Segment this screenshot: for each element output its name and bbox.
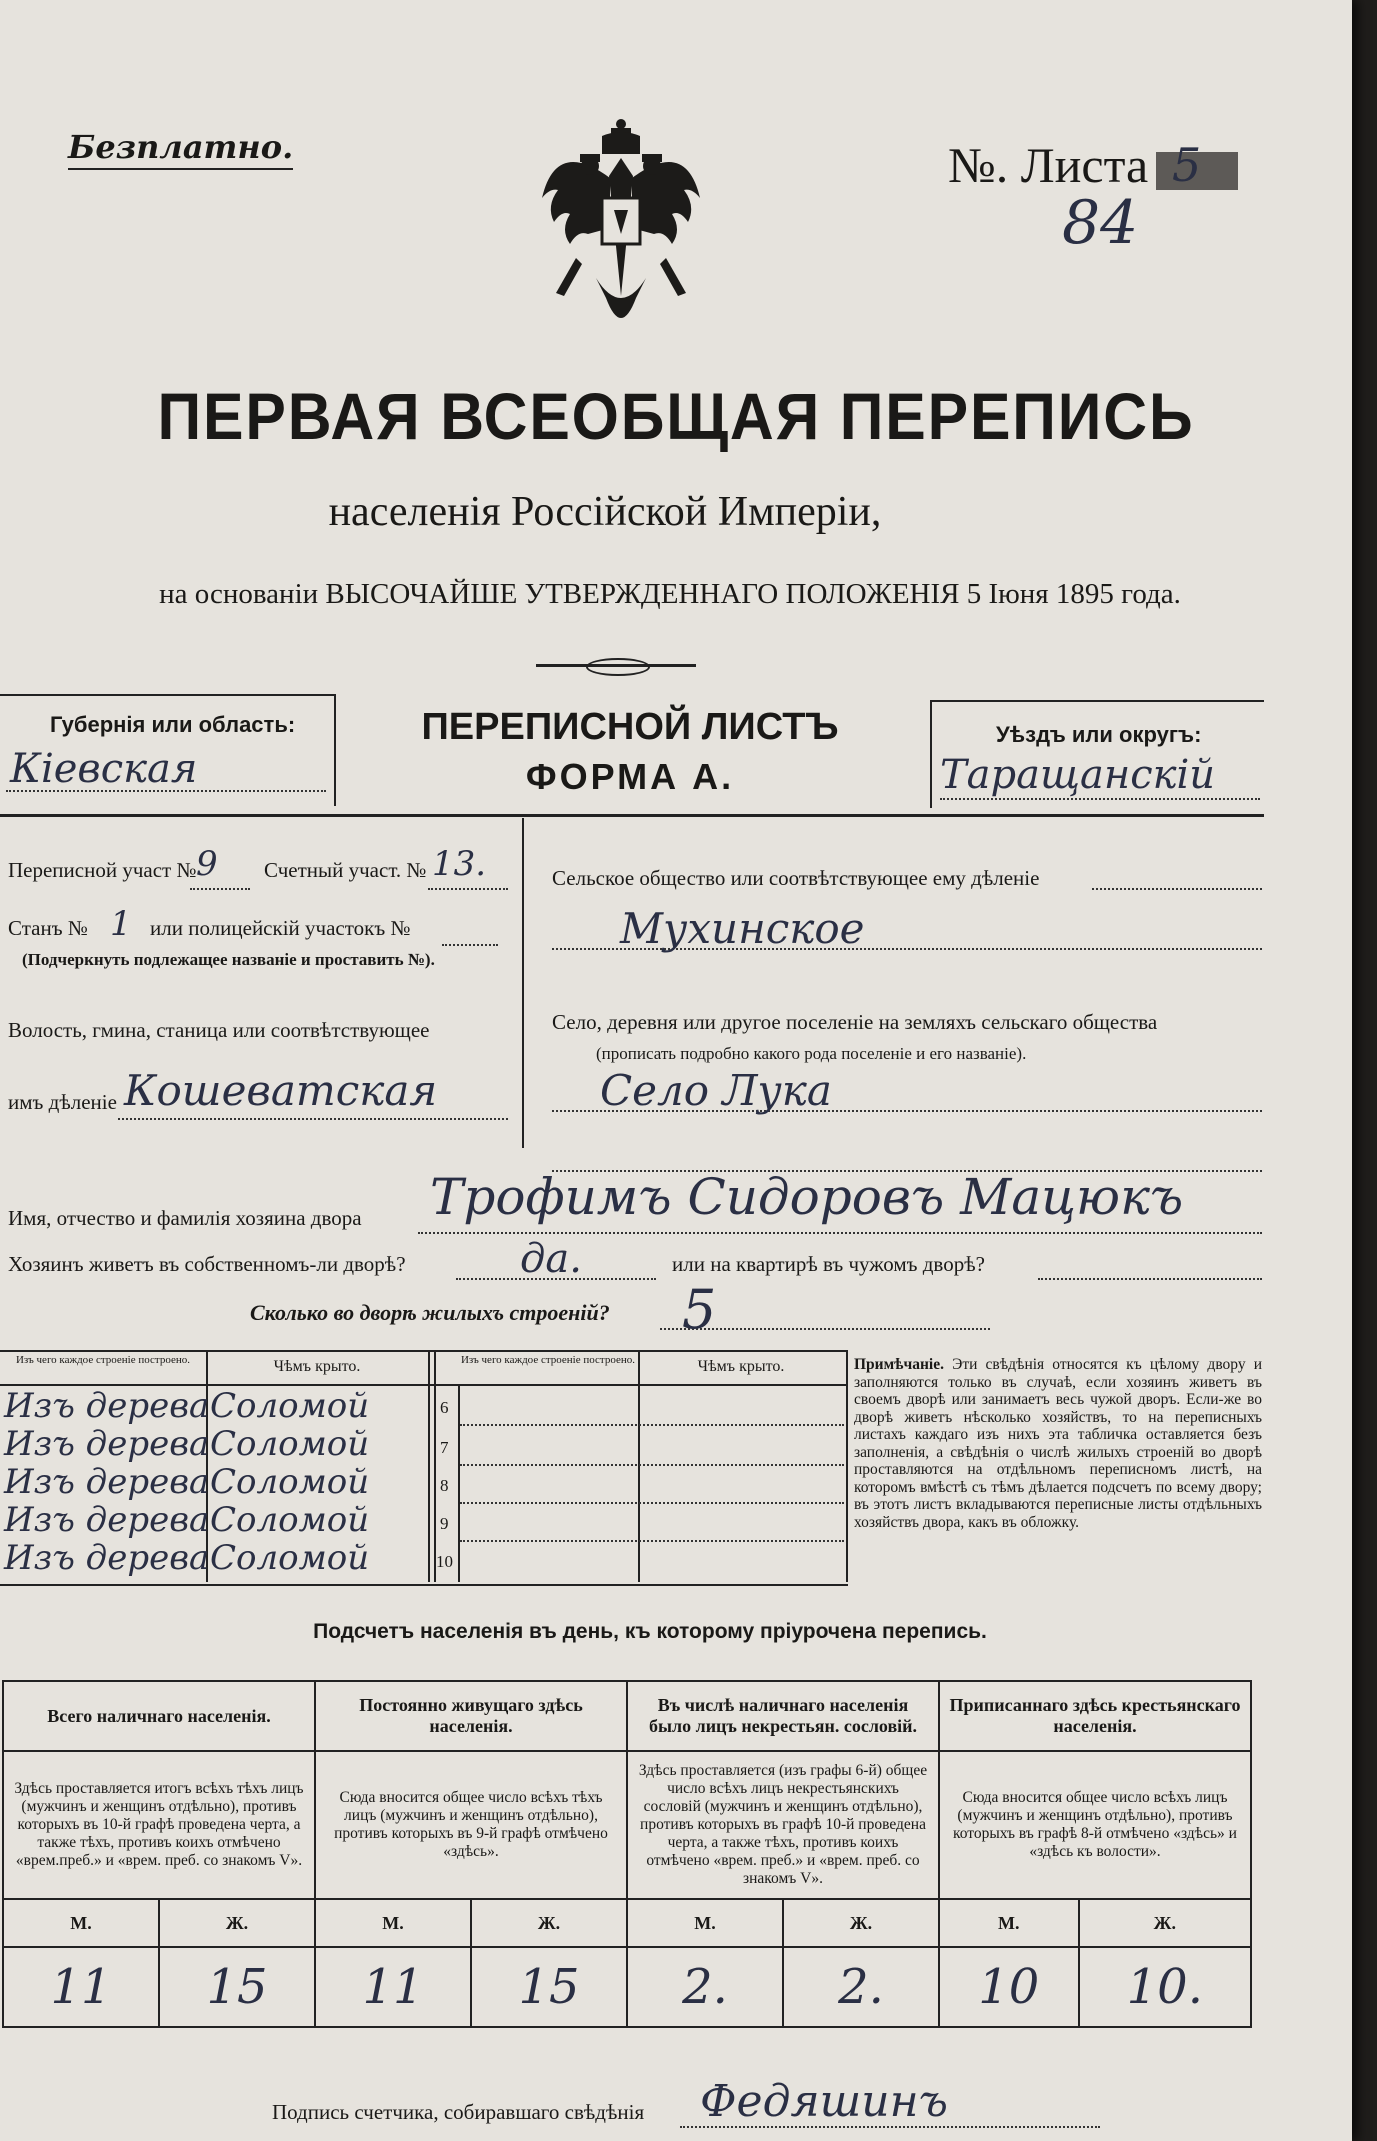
imperial-eagle-emblem [536,118,706,348]
col-material-right: Изъ чего каждое строеніе построено. [460,1354,636,1366]
pop-col-3-f-label: Ж. [783,1899,939,1947]
gubernia-label: Губернія или область: [50,712,296,737]
sheet-number-value: 5 [1172,138,1202,192]
pop-col-4-head: Приписаннаго здѣсь крестьянскаго населенія. [939,1681,1251,1751]
stan-label: Станъ № [8,916,88,940]
stan-value: 1 [110,904,132,944]
pop-col-3-f-value: 2. [783,1947,939,2027]
pop-col-2-desc: Сюда вносится общее число всѣхъ тѣхъ лицъ (мужчинъ и женщинъ отдѣльно), противъ которыхъ въ 9-й графѣ отмѣчено «здѣсь». [315,1751,627,1899]
row-number-8: 8 [440,1476,449,1495]
rented-label: или на квартирѣ въ чужомъ дворѣ? [672,1252,985,1276]
building-5-material: Изъ дерева [4,1538,210,1578]
society-label: Сельское общество или соотвѣтствующее ему дѣленіе [552,866,1040,890]
population-title: Подсчетъ населенія въ день, къ которому пріурочена перепись. [313,1620,987,1643]
pop-col-2-m-label: М. [315,1899,471,1947]
row-number-6: 6 [440,1398,449,1417]
building-4-roof: Соломой [210,1500,370,1540]
own-yard-label: Хозяинъ живетъ въ собственномъ-ли дворѣ? [8,1252,406,1276]
pop-col-1-m-value: 11 [3,1947,159,2027]
buildings-label: Сколько во дворѣ жилыхъ строеній? [250,1300,610,1325]
signature-value: Федяшинъ [700,2076,948,2127]
pop-col-3-desc: Здѣсь проставляется (изъ графы 6-й) общее число всѣхъ лицъ некрестьянскихъ сословій (мужчинъ и женщинъ отдѣльно), противъ которыхъ въ графѣ 10-й проведена черта, а также тѣхъ, противъ коихъ отмѣчено «врем. преб.» и «врем. преб. со знакомъ V». [627,1751,939,1899]
pop-col-4-f-label: Ж. [1079,1899,1251,1947]
pop-col-2-f-label: Ж. [471,1899,627,1947]
pop-col-2-f-value: 15 [471,1947,627,2027]
uezd-value: Таращанскій [940,752,1216,798]
village-value: Село Лука [600,1066,832,1115]
population-table [2,1680,1252,2028]
pop-col-2-m-value: 11 [315,1947,471,2027]
pop-col-4-m-value: 10 [939,1947,1079,2027]
gubernia-value: Кіевская [10,746,198,792]
col-material-left: Изъ чего каждое строеніе построено. [15,1354,191,1366]
pop-col-1-desc: Здѣсь проставляется итогъ всѣхъ тѣхъ лицъ (мужчинъ и женщинъ отдѣльно), противъ которыхъ въ 10-й графѣ проведена черта, а также тѣхъ, противъ коихъ отмѣчено «врем.преб.» и «врем. преб. со знакомъ V». [3,1751,315,1899]
volost-value: Кошеватская [124,1066,438,1115]
row-number-9: 9 [440,1514,449,1533]
sheet-number-extra: 84 [1062,188,1139,258]
building-4-material: Изъ дерева [4,1500,210,1540]
count-district-label: Счетный участ. № [264,858,427,882]
buildings-value: 5 [682,1278,717,1341]
count-district-value: 13. [432,844,487,884]
volost-label-2: имъ дѣленіе [8,1090,117,1114]
building-2-roof: Соломой [210,1424,370,1464]
own-yard-value: да. [520,1236,582,1282]
society-value: Мухинское [620,904,865,953]
pop-col-2-head: Постоянно живущаго здѣсь населенія. [315,1681,627,1751]
pop-col-1-f-label: Ж. [159,1899,315,1947]
police-label: или полицейскій участокъ № [150,916,411,940]
pop-col-4-f-value: 10. [1079,1947,1251,2027]
basis-line: на основаніи ВЫСОЧАЙШЕ УТВЕРЖДЕННАГО ПОЛОЖЕНІЯ 5 Іюня 1895 года. [159,578,1181,610]
pop-col-1-f-value: 15 [159,1947,315,2027]
row-number-10: 10 [436,1552,453,1571]
uezd-label: Уѣздъ или округъ: [996,722,1202,747]
underline-note: (Подчеркнуть подлежащее названіе и проставить №). [22,950,435,969]
signature-label: Подпись счетчика, собиравшаго свѣдѣнія [272,2100,645,2124]
pop-col-1-head: Всего наличнаго населенія. [3,1681,315,1751]
form-subtitle: ФОРМА А. [525,756,735,797]
sheet-number-label: №. Листа [948,137,1149,193]
building-3-roof: Соломой [210,1462,370,1502]
pop-col-3-m-label: М. [627,1899,783,1947]
building-1-material: Изъ дерева [4,1386,210,1426]
pop-col-3-m-value: 2. [627,1947,783,2027]
pop-col-4-m-label: М. [939,1899,1079,1947]
owner-name-value: Трофимъ Сидоровъ Мацюкъ [430,1168,1184,1226]
building-1-roof: Соломой [210,1386,370,1426]
form-title: ПЕРЕПИСНОЙ ЛИСТЪ [421,706,839,748]
pop-col-3-head: Въ числѣ наличнаго населенія было лицъ некрестьян. сословій. [627,1681,939,1751]
free-label: Безплатно. [68,128,293,170]
volost-label-1: Волость, гмина, станица или соотвѣтствующее [8,1018,430,1042]
col-roof-right: Чѣмъ крыто. [697,1358,785,1375]
note-block [854,1356,1262,1531]
village-label: Село, деревня или другое поселеніе на земляхъ сельскаго общества [552,1010,1158,1034]
note-lead: Примѣчаніе. [854,1356,944,1373]
note-text: Эти свѣдѣнія относятся къ цѣлому двору и заполняются только въ случаѣ, если хозяинъ живетъ въ своемъ дворѣ или занимаетъ весь чужой дворъ. Если-же во дворѣ живетъ нѣсколько хозяйствъ, то на переписныхъ листахъ каждаго изъ нихъ эта табличка оставляется безъ заполненія, а свѣдѣнія о числѣ жилыхъ строеній во дворѣ проставляются на отдѣльномъ переписномъ листѣ, на которомъ вмѣстѣ съ тѣмъ дѣлается подсчетъ по всему двору; въ этотъ листъ вкладываются переписные листы отдѣльныхъ хозяйствъ двора, какъ въ обложку. [854,1356,1263,1531]
building-3-material: Изъ дерева [4,1462,210,1502]
village-note: (прописать подробно какого рода поселеніе и его названіе). [596,1044,1027,1063]
main-title: ПЕРВАЯ ВСЕОБЩАЯ ПЕРЕПИСЬ [157,379,1195,453]
pop-col-4-desc: Сюда вносится общее число всѣхъ лицъ (мужчинъ и женщинъ отдѣльно), противъ которыхъ въ графѣ 8-й отмѣчено «здѣсь» и «здѣсь къ волости». [939,1751,1251,1899]
census-district-value: 9 [196,844,218,884]
building-2-material: Изъ дерева [4,1424,210,1464]
census-district-label: Переписной участ № [8,858,197,882]
col-roof-left: Чѣмъ крыто. [273,1358,361,1375]
buildings-table [0,1350,848,1586]
building-5-roof: Соломой [210,1538,370,1578]
owner-name-label: Имя, отчество и фамилія хозяина двора [8,1206,362,1230]
subtitle: населенія Россійской Имперіи, [328,489,882,535]
pop-col-1-m-label: М. [3,1899,159,1947]
row-number-7: 7 [440,1438,449,1457]
